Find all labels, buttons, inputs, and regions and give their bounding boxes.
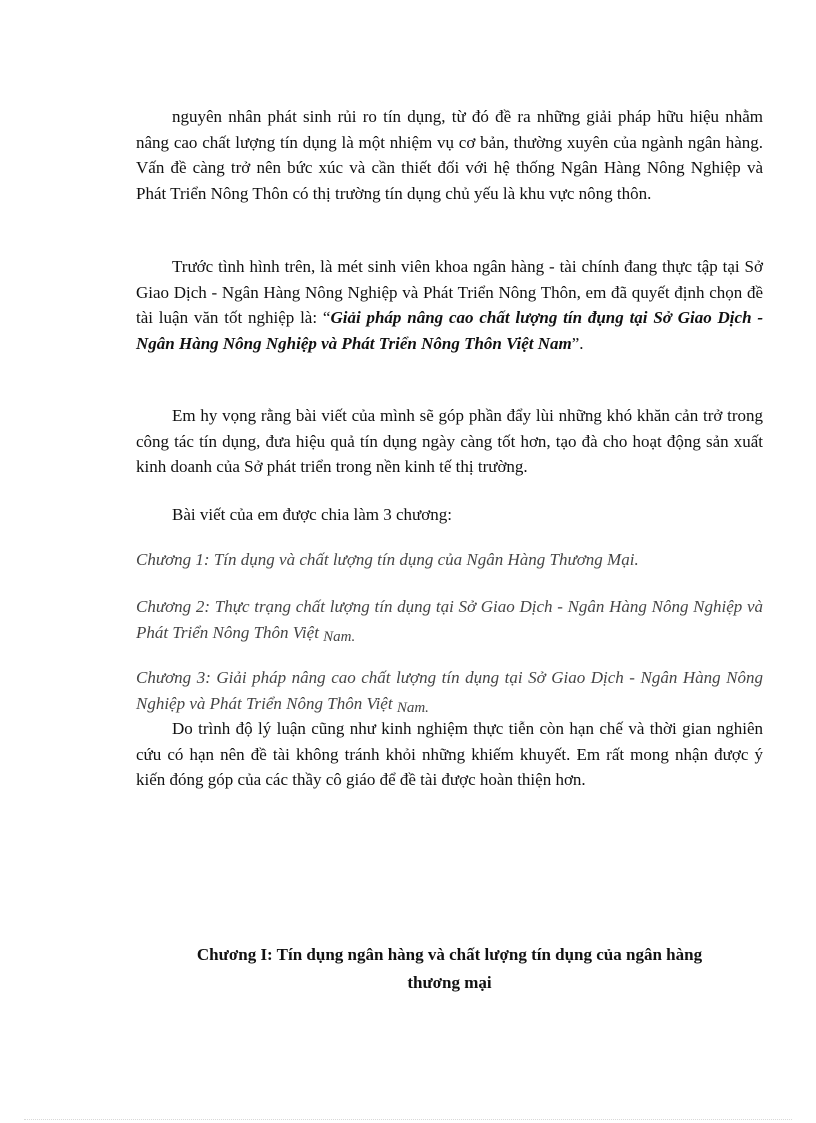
page-bottom-divider	[24, 1119, 792, 1120]
chapter-heading-line-1: Chương I: Tín dụng ngân hàng và chất lượng tín dụng của ngân hàng	[196, 945, 703, 964]
chapter-heading	[136, 941, 763, 997]
chapter-3-text: Chương 3: Giải pháp nâng cao chất lượng tín dụng tại Sở Giao Dịch - Ngân Hàng Nông Nghiệp và Phát Triển Nông Thôn Việt	[136, 668, 763, 713]
paragraph-text: Em hy vọng rằng bài viết của mình sẽ góp phần đẩy lùi những khó khăn cản trở trong công tác tín dụng, đưa hiệu quả tín dụng ngày càng tốt hơn, tạo đà cho hoạt động sản xuất kinh doanh của Sở phát triển trong nền kinh tế thị trường.	[136, 406, 763, 476]
chapter-1-line	[136, 547, 763, 573]
paragraph-text: nguyên nhân phát sinh rủi ro tín dụng, từ đó đề ra những giải pháp hữu hiệu nhằm nâng cao chất lượng tín dụng là một nhiệm vụ cơ bản, thường xuyên của ngành ngân hàng. Vấn đề càng trở nên bức xúc và cần thiết đối với hệ thống Ngân Hàng Nông Nghiệp và Phát Triển Nông Thôn có thị trường tín dụng chủ yếu là khu vực nông thôn.	[136, 107, 763, 203]
chapter-2-tail: Nam.	[323, 628, 356, 645]
chapter-2-line	[136, 594, 763, 650]
paragraph-intro-continuation	[136, 104, 763, 206]
chapter-1-text: Chương 1: Tín dụng và chất lượng tín dụng của Ngân Hàng Thương Mại.	[136, 550, 639, 569]
paragraph-thesis-topic	[136, 254, 763, 356]
paragraph-text: Do trình độ lý luận cũng như kinh nghiệm thực tiễn còn hạn chế và thời gian nghiên cứu có hạn nên đề tài không tránh khỏi những khiếm khuyết. Em rất mong nhận được ý kiến đóng góp của các thầy cô giáo để đề tài được hoàn thiện hơn.	[136, 719, 763, 789]
paragraph-text: Trước tình hình trên, là mét sinh viên khoa ngân hàng - tài chính đang thực tập tại Sở Giao Dịch - Ngân Hàng Nông Nghiệp và Phát Triển Nông Thôn, em đã quyết định chọn đề tài luận văn tốt nghiệp là: “	[136, 257, 763, 327]
paragraph-text: ”.	[571, 333, 584, 353]
paragraph-closing	[136, 716, 763, 793]
chapter-2-text: Chương 2: Thực trạng chất lượng tín dụng tại Sở Giao Dịch - Ngân Hàng Nông Nghiệp và Phát Triển Nông Thôn Việt	[136, 597, 763, 642]
thesis-title: Giải pháp nâng cao chất lượng tín đụng tại Sở Giao Dịch - Ngân Hàng Nông Nghiệp và Phát Triển Nông Thôn Việt Nam	[136, 308, 764, 353]
paragraph-text: Bài viết của em được chia làm 3 chương:	[172, 505, 452, 524]
chapter-heading-line-2: thương mại	[407, 973, 492, 992]
chapter-3-line	[136, 665, 763, 721]
paragraph-hope	[136, 403, 763, 480]
chapter-3-tail: Nam.	[396, 699, 429, 716]
paragraph-structure	[136, 502, 763, 528]
